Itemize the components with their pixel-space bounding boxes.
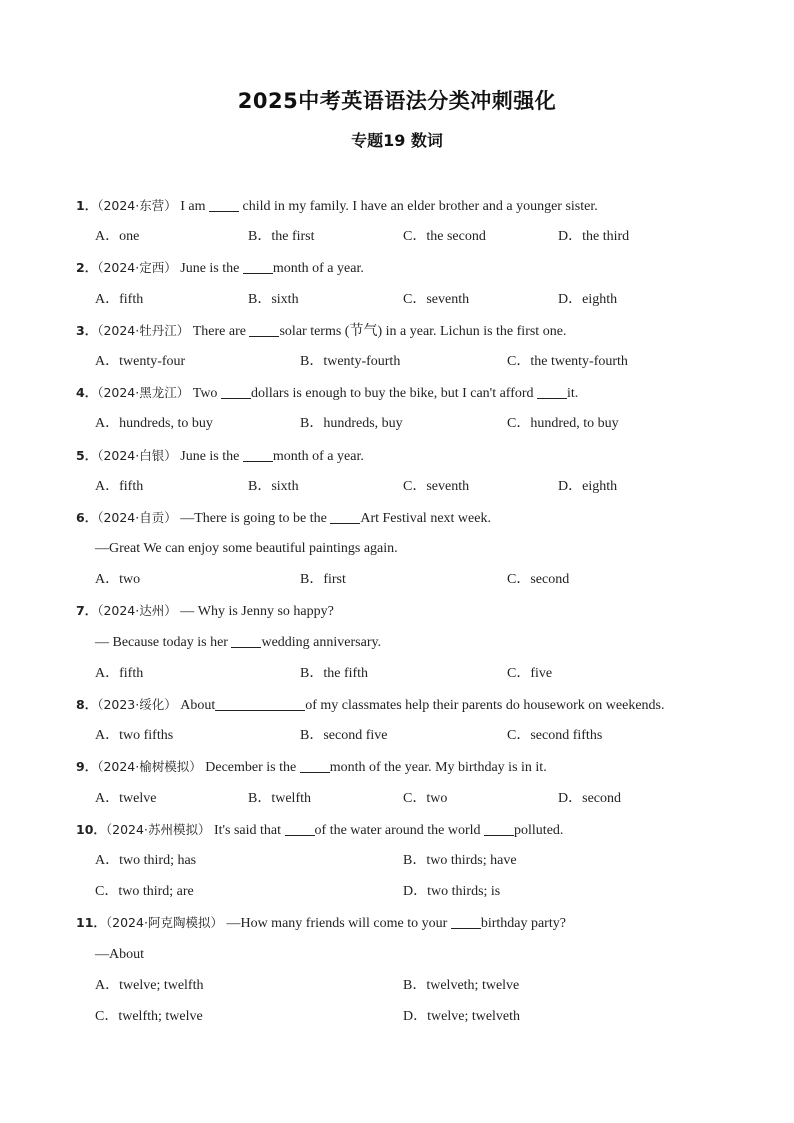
answer-blank[interactable]: [231, 633, 261, 648]
option-a[interactable]: [95, 346, 185, 377]
stem-text: It's said that: [213, 822, 285, 838]
question-11: [76, 907, 716, 1032]
option-a[interactable]: [95, 783, 156, 814]
option-b[interactable]: [403, 970, 519, 1001]
option-d[interactable]: [558, 783, 621, 814]
option-b[interactable]: [300, 564, 346, 595]
question-stem: [76, 751, 716, 782]
option-text: twelve: [119, 790, 157, 806]
answer-blank[interactable]: [285, 821, 315, 836]
option-letter: C．: [507, 353, 531, 369]
option-b[interactable]: [248, 221, 315, 252]
option-text: seventh: [426, 291, 470, 307]
option-letter: B．: [248, 478, 272, 494]
question-source: （2023·绥化）: [97, 697, 177, 712]
option-c[interactable]: [95, 876, 194, 907]
option-letter: A．: [95, 478, 120, 494]
option-letter: B．: [300, 665, 324, 681]
option-c[interactable]: [507, 658, 552, 689]
option-a[interactable]: [95, 221, 139, 252]
option-a[interactable]: [95, 564, 140, 595]
question-stem: [76, 440, 716, 471]
question-source: （2024·自贡）: [97, 509, 177, 525]
option-c[interactable]: [403, 221, 486, 252]
option-letter: B．: [403, 977, 427, 993]
dialogue-line: [76, 939, 716, 970]
question-number: 11．: [76, 915, 106, 931]
option-c[interactable]: [507, 564, 569, 595]
option-text: hundred, to buy: [530, 416, 619, 432]
option-text: eighth: [582, 478, 618, 494]
option-letter: D．: [403, 884, 428, 900]
answer-blank[interactable]: [215, 696, 305, 711]
answer-blank[interactable]: [300, 758, 330, 773]
question-source: （2024·白银）: [97, 447, 177, 463]
stem-text: December is the: [205, 760, 300, 776]
options-row: [76, 471, 716, 502]
option-letter: A．: [95, 665, 120, 681]
answer-blank[interactable]: [209, 197, 239, 212]
option-text: seventh: [426, 478, 470, 494]
question-source: （2024·阿克陶模拟）: [105, 915, 223, 931]
option-text: twelfth; twelve: [118, 1008, 203, 1024]
options-row: [76, 876, 716, 907]
question-5: [76, 440, 716, 502]
options-row: [76, 564, 716, 595]
stem-text: Two: [192, 386, 221, 402]
answer-blank[interactable]: [221, 384, 251, 399]
stem-text: it.: [567, 386, 579, 402]
option-text: twelveth; twelve: [426, 977, 520, 993]
question-2: [76, 252, 716, 314]
option-text: second: [582, 790, 622, 806]
option-text: two: [119, 572, 141, 588]
option-letter: C．: [95, 884, 119, 900]
option-text: the third: [582, 229, 630, 245]
option-text: twelve; twelveth: [427, 1008, 521, 1024]
answer-blank[interactable]: [243, 259, 273, 274]
options-row: [76, 346, 716, 377]
question-10: [76, 814, 716, 908]
option-text: two thirds; have: [426, 852, 517, 868]
question-stem: [76, 907, 716, 938]
stem-text: June is the: [180, 261, 243, 277]
option-letter: A．: [95, 291, 120, 307]
question-3: [76, 315, 716, 377]
option-letter: A．: [95, 790, 120, 806]
option-a[interactable]: [95, 845, 196, 876]
stem-text: of my classmates help their parents do housework on weekends.: [305, 698, 665, 713]
option-text: the twenty-fourth: [530, 353, 628, 369]
option-letter: B．: [300, 572, 324, 588]
option-letter: B．: [300, 353, 324, 369]
option-letter: C．: [403, 478, 427, 494]
question-9: [76, 751, 716, 813]
option-text: two third; has: [119, 852, 197, 868]
option-text: hundreds, buy: [323, 416, 403, 432]
question-stem: [76, 814, 716, 845]
stem-text: of the water around the world: [314, 822, 485, 838]
option-text: fifth: [119, 665, 144, 681]
option-b[interactable]: [248, 471, 299, 502]
question-source: （2024·达州）: [97, 603, 177, 619]
option-text: two: [426, 790, 448, 806]
question-number: 10．: [76, 821, 106, 837]
question-source: （2024·定西）: [97, 260, 177, 276]
answer-blank[interactable]: [451, 914, 481, 929]
question-source: （2024·牡丹江）: [97, 322, 190, 338]
stem-text: dollars is enough to buy the bike, but I can't afford: [250, 386, 538, 402]
option-d[interactable]: [558, 284, 617, 315]
question-source: （2024·东营）: [97, 198, 177, 213]
option-a[interactable]: [95, 408, 213, 439]
option-letter: A．: [95, 229, 120, 245]
options-row: [76, 221, 716, 252]
option-letter: B．: [403, 852, 427, 868]
dialogue-line: [76, 627, 716, 658]
option-text: one: [119, 229, 140, 245]
option-a[interactable]: [95, 471, 143, 502]
option-c[interactable]: [403, 471, 469, 502]
options-row: [76, 284, 716, 315]
option-c[interactable]: [95, 1001, 203, 1032]
option-b[interactable]: [300, 720, 388, 751]
question-1: [76, 190, 716, 252]
option-text: second: [530, 572, 570, 588]
option-text: second fifths: [530, 728, 603, 744]
answer-blank[interactable]: [330, 509, 360, 524]
option-letter: C．: [95, 1008, 119, 1024]
stem-text: birthday party?: [480, 916, 566, 932]
option-letter: B．: [248, 790, 272, 806]
option-c[interactable]: [403, 783, 447, 814]
option-text: eighth: [582, 291, 618, 307]
answer-blank[interactable]: [148, 946, 184, 960]
question-source: （2024·黑龙江）: [97, 385, 190, 401]
option-letter: B．: [300, 728, 324, 744]
option-letter: D．: [558, 291, 583, 307]
dialogue-text: —About: [95, 946, 144, 962]
dialogue-text: —Great We can enjoy some beautiful paintings again.: [95, 541, 398, 557]
stem-text: — Because today is her: [95, 634, 232, 650]
option-text: the first: [271, 229, 315, 245]
option-text: fifth: [119, 291, 144, 307]
answer-blank[interactable]: [537, 384, 567, 399]
question-number: 8．: [76, 697, 98, 712]
question-stem: [76, 252, 716, 283]
stem-text: —How many friends will come to your: [226, 916, 451, 932]
option-b[interactable]: [300, 346, 400, 377]
option-a[interactable]: [95, 284, 143, 315]
answer-blank[interactable]: [484, 821, 514, 836]
option-a[interactable]: [95, 720, 173, 751]
options-row: [76, 1001, 716, 1032]
question-8: [76, 689, 716, 751]
option-text: sixth: [271, 291, 299, 307]
option-text: twenty-four: [119, 353, 186, 369]
answer-blank[interactable]: [249, 322, 279, 337]
question-number: 4．: [76, 385, 98, 401]
option-b[interactable]: [248, 284, 299, 315]
stem-text: There are: [192, 323, 250, 339]
option-text: hundreds, to buy: [119, 416, 213, 432]
options-row: [76, 720, 716, 751]
option-b[interactable]: [300, 658, 368, 689]
option-letter: A．: [95, 852, 120, 868]
option-letter: D．: [403, 1008, 428, 1024]
option-text: twelfth: [271, 790, 311, 806]
stem-text: child in my family. I have an elder brother and a younger sister.: [239, 199, 598, 214]
option-d[interactable]: [403, 876, 500, 907]
options-row: [76, 845, 716, 876]
option-d[interactable]: [558, 221, 629, 252]
option-b[interactable]: [248, 783, 311, 814]
option-text: two thirds; is: [427, 884, 501, 900]
option-letter: C．: [507, 416, 531, 432]
option-letter: C．: [403, 229, 427, 245]
option-text: two third; are: [118, 884, 194, 900]
stem-text: —There is going to be the: [180, 510, 331, 526]
option-letter: A．: [95, 977, 120, 993]
stem-text: June is the: [180, 448, 243, 464]
option-c[interactable]: [507, 720, 602, 751]
dialogue-line: [76, 533, 716, 564]
question-stem: [76, 595, 716, 626]
option-text: first: [323, 572, 346, 588]
option-letter: C．: [507, 572, 531, 588]
option-a[interactable]: [95, 970, 204, 1001]
option-b[interactable]: [403, 845, 517, 876]
page-subtitle: 专题19 数词: [351, 131, 443, 150]
question-source: （2024·苏州模拟）: [105, 821, 211, 837]
option-letter: A．: [95, 728, 120, 744]
option-text: the second: [426, 229, 486, 245]
option-d[interactable]: [403, 1001, 520, 1032]
stem-text: month of a year.: [272, 448, 364, 464]
question-6: [76, 502, 716, 596]
stem-text: — Why is Jenny so happy?: [180, 604, 334, 620]
question-number: 6．: [76, 509, 98, 525]
option-letter: A．: [95, 416, 120, 432]
option-c[interactable]: [507, 408, 619, 439]
question-number: 9．: [76, 759, 98, 775]
question-stem: [76, 377, 716, 408]
question-number: 1．: [76, 198, 98, 213]
option-letter: C．: [403, 291, 427, 307]
options-row: [76, 658, 716, 689]
option-letter: A．: [95, 572, 120, 588]
stem-text: I am: [180, 199, 210, 214]
question-stem: [76, 689, 716, 720]
option-letter: D．: [558, 790, 583, 806]
question-source: （2024·榆树模拟）: [97, 759, 202, 775]
options-row: [76, 408, 716, 439]
option-letter: C．: [507, 665, 531, 681]
stem-text: Art Festival next week.: [360, 510, 491, 526]
page-title: 2025中考英语语法分类冲刺强化: [237, 89, 557, 113]
stem-text: month of the year. My birthday is in it.: [329, 760, 547, 776]
option-letter: D．: [558, 478, 583, 494]
option-b[interactable]: [300, 408, 403, 439]
question-number: 3．: [76, 322, 98, 338]
stem-text: month of a year.: [272, 261, 364, 277]
option-c[interactable]: [403, 284, 469, 315]
option-text: second five: [323, 728, 388, 744]
stem-text: solar terms (节气) in a year. Lichun is the first one.: [279, 323, 567, 339]
option-text: the fifth: [323, 665, 369, 681]
option-letter: C．: [507, 728, 531, 744]
question-stem: [76, 502, 716, 533]
option-text: sixth: [271, 478, 299, 494]
stem-text: polluted.: [514, 822, 564, 838]
question-number: 7．: [76, 603, 98, 619]
option-text: twelve; twelfth: [119, 977, 204, 993]
question-number: 2．: [76, 260, 98, 276]
option-letter: B．: [248, 229, 272, 245]
option-text: fifth: [119, 478, 144, 494]
option-letter: A．: [95, 353, 120, 369]
question-stem: [76, 315, 716, 346]
option-text: twenty-fourth: [323, 353, 401, 369]
option-letter: D．: [558, 229, 583, 245]
answer-blank[interactable]: [243, 447, 273, 462]
option-text: five: [530, 665, 553, 681]
options-row: [76, 970, 716, 1001]
option-a[interactable]: [95, 658, 143, 689]
question-list: [76, 190, 716, 1032]
option-letter: C．: [403, 790, 427, 806]
stem-text: wedding anniversary.: [261, 634, 382, 650]
question-stem: [76, 190, 716, 221]
option-c[interactable]: [507, 346, 628, 377]
question-7: [76, 595, 716, 689]
option-text: two fifths: [119, 728, 174, 744]
question-number: 5．: [76, 447, 98, 463]
stem-text: About: [180, 698, 216, 713]
option-d[interactable]: [558, 471, 617, 502]
option-letter: B．: [300, 416, 324, 432]
option-letter: B．: [248, 291, 272, 307]
question-4: [76, 377, 716, 439]
options-row: [76, 783, 716, 814]
